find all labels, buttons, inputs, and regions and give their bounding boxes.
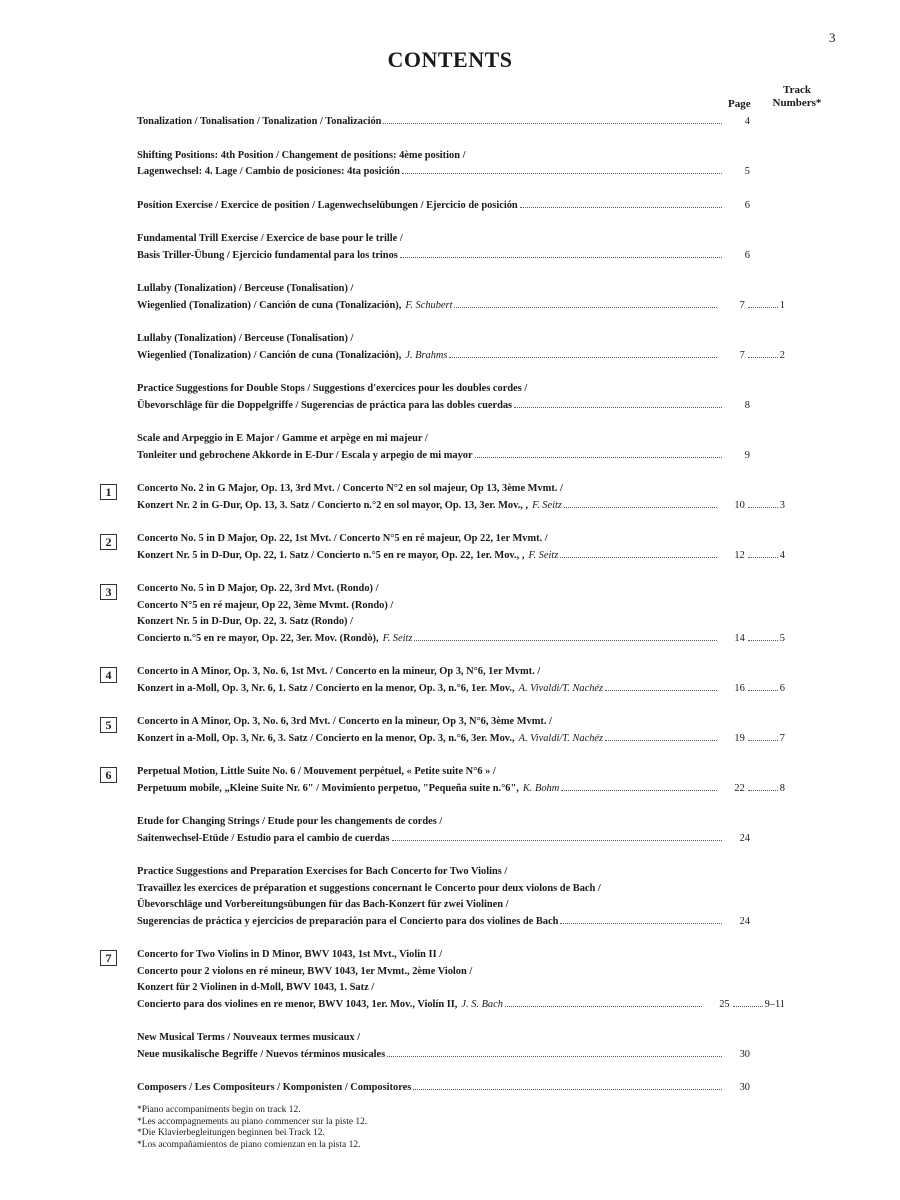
entry-line	[137, 999, 785, 1016]
entry-track-number: 9–11	[764, 998, 785, 1010]
contents-entry	[0, 716, 900, 749]
track-header-line-1: Track	[783, 84, 811, 96]
contents-entry	[0, 666, 900, 699]
entry-page-number: 24	[739, 832, 750, 844]
entry-title-text: Übevorschläge und Vorbereitungsübungen für das Bach-Konzert für zwei Violinen /	[137, 899, 509, 910]
contents-entry	[0, 200, 900, 217]
dot-leader	[561, 790, 717, 791]
entry-line	[137, 783, 785, 800]
entry-title-text: Etude for Changing Strings / Etude pour les changements de cordes /	[137, 816, 443, 827]
entry-title-text: Concerto in A Minor, Op. 3, No. 6, 1st Mvt. / Concerto en la mineur, Op 3, N°6, 1er Mvmt. /	[137, 666, 541, 677]
entry-line	[137, 333, 785, 350]
entry-line	[137, 550, 785, 567]
entry-line	[137, 866, 785, 883]
contents-entry	[0, 1082, 900, 1099]
entry-line	[137, 450, 785, 467]
entry-track-number: 7	[779, 732, 785, 744]
entry-page-number: 9	[744, 449, 750, 461]
contents-list	[0, 116, 900, 1116]
cd-track-box: 3	[100, 584, 117, 600]
entry-composer: J. S. Bach	[461, 998, 503, 1010]
entry-title-text: Wiegenlied (Tonalization) / Canción de cuna (Tonalización),	[137, 299, 402, 311]
entry-composer: K. Bohm	[522, 782, 560, 794]
entry-line	[137, 483, 785, 500]
entry-page-number: 6	[744, 199, 750, 211]
entry-page-number: 24	[739, 915, 750, 927]
cd-track-box: 7	[100, 950, 117, 966]
entry-line	[137, 616, 785, 633]
entry-page-number: 8	[744, 399, 750, 411]
entry-page-number: 5	[744, 166, 750, 177]
entry-line	[137, 833, 785, 850]
entry-line	[137, 533, 785, 550]
entry-line	[137, 1049, 785, 1066]
entry-title-text: Konzert in a-Moll, Op. 3, Nr. 6, 1. Satz / Concierto en la menor, Op. 3, n.°6, 1er. Mov.,	[137, 682, 515, 694]
footnote-line: *Piano accompaniments begin on track 12.	[137, 1105, 301, 1115]
entry-line	[137, 233, 785, 250]
entry-title-text: Konzert für 2 Violinen in d-Moll, BWV 1043, 1. Satz /	[137, 982, 375, 993]
entry-title-text: Basis Triller-Übung / Ejercicio fundamental para los trinos	[137, 249, 398, 261]
contents-entry	[0, 1032, 900, 1065]
dot-leader	[514, 407, 722, 408]
entry-line	[137, 300, 785, 317]
dot-leader	[560, 923, 722, 924]
track-dot-leader	[748, 357, 778, 358]
track-dot-leader	[748, 740, 778, 741]
dot-leader	[387, 1056, 722, 1057]
entry-line	[137, 500, 785, 517]
dot-leader	[475, 457, 722, 458]
entry-composer: F. Seitz	[528, 549, 559, 561]
contents-entry	[0, 866, 900, 932]
contents-entry	[0, 583, 900, 649]
entry-line	[137, 733, 785, 750]
track-dot-leader	[748, 507, 778, 508]
entry-title-text: Konzert Nr. 5 in D-Dur, Op. 22, 1. Satz / Concierto n.°5 en re mayor, Op. 22, 1er. Mov., ,	[137, 549, 525, 561]
entry-page-number: 10	[734, 499, 745, 511]
entry-line	[137, 982, 785, 999]
entry-page-number: 30	[739, 1082, 750, 1093]
entry-line	[137, 916, 785, 933]
contents-entry	[0, 333, 900, 366]
entry-page-number: 22	[734, 782, 745, 794]
entry-line	[137, 383, 785, 400]
entry-track-number: 8	[779, 782, 785, 794]
entry-title-text: Tonalization / Tonalisation / Tonalization / Tonalización	[137, 116, 382, 127]
entry-title-text: Concerto for Two Violins in D Minor, BWV 1043, 1st Mvt., Violin II /	[137, 949, 443, 960]
entry-title-text: Übevorschläge für die Doppelgriffe / Sugerencias de práctica para las dobles cuerdas	[137, 399, 513, 411]
track-dot-leader	[748, 307, 778, 308]
entry-track-number: 4	[779, 549, 785, 561]
track-dot-leader	[748, 790, 778, 791]
contents-entry	[0, 433, 900, 466]
entry-title-text: Perpetual Motion, Little Suite No. 6 / Mouvement perpétuel, « Petite suite N°6 » /	[137, 766, 496, 777]
entry-track-number: 1	[779, 299, 785, 311]
dot-leader	[413, 1089, 722, 1090]
entry-line	[137, 600, 785, 617]
entry-line	[137, 966, 785, 983]
entry-title-text: Sugerencias de práctica y ejercicios de preparación para el Concierto para dos violines de Bach	[137, 915, 559, 927]
entry-line	[137, 666, 785, 683]
entry-track-number: 6	[779, 682, 785, 694]
entry-composer: F. Seitz	[532, 499, 562, 511]
entry-title-text: Konzert in a-Moll, Op. 3, Nr. 6, 3. Satz / Concierto en la menor, Op. 3, n.°6, 3er. Mov.,	[137, 732, 515, 744]
entry-title-text: Tonleiter und gebrochene Akkorde in E-Dur / Escala y arpegio de mi mayor	[137, 449, 473, 461]
footnote-line: *Die Klavierbegleitungen beginnen bei Track 12.	[137, 1128, 325, 1138]
cd-track-box: 5	[100, 717, 117, 733]
dot-leader	[560, 557, 717, 558]
dot-leader	[605, 690, 717, 691]
entry-title-text: Lullaby (Tonalization) / Berceuse (Tonalisation) /	[137, 333, 354, 344]
entry-page-number: 7	[739, 349, 745, 361]
contents-entry	[0, 766, 900, 799]
entry-page-number: 7	[739, 299, 745, 311]
dot-leader	[383, 123, 722, 124]
track-dot-leader	[748, 557, 778, 558]
entry-line	[137, 766, 785, 783]
entry-line	[137, 200, 785, 217]
entry-page-number: 14	[734, 632, 745, 644]
entry-title-text: Concerto No. 5 in D Major, Op. 22, 1st Mvt. / Concerto N°5 en ré majeur, Op 22, 1er Mvmt. /	[137, 533, 548, 544]
entry-title-text: Shifting Positions: 4th Position / Changement de positions: 4ème position /	[137, 149, 466, 161]
track-column-header	[766, 84, 828, 110]
dot-leader	[414, 640, 716, 641]
entry-line	[137, 116, 785, 133]
entry-page-number: 25	[719, 998, 730, 1010]
entry-page-number: 4	[744, 116, 750, 127]
dot-leader	[402, 173, 722, 174]
entry-title-text: Concerto No. 5 in D Major, Op. 22, 3rd Mvt. (Rondo) /	[137, 583, 379, 594]
entry-title-text: Concerto pour 2 violons en ré mineur, BWV 1043, 1er Mvmt., 2ème Violon /	[137, 965, 473, 977]
contents-entry	[0, 483, 900, 516]
entry-title-text: Fundamental Trill Exercise / Exercice de base pour le trille /	[137, 233, 403, 244]
entry-title-text: Concerto N°5 en ré majeur, Op 22, 3ème Mvmt. (Rondo) /	[137, 599, 394, 611]
footnote-line: *Los acompañamientos de piano comienzan en la pista 12.	[137, 1139, 361, 1150]
entry-title-text: Practice Suggestions and Preparation Exercises for Bach Concerto for Two Violins /	[137, 866, 508, 877]
cd-track-box: 4	[100, 667, 117, 683]
entry-title-text: Wiegenlied (Tonalization) / Canción de cuna (Tonalización),	[137, 349, 402, 361]
entry-title-text: Saitenwechsel-Etüde / Estudio para el cambio de cuerdas	[137, 832, 390, 844]
entry-title-text: Practice Suggestions for Double Stops / Suggestions d'exercices pour les doubles cordes /	[137, 383, 528, 394]
entry-page-number: 16	[734, 682, 745, 694]
cd-track-box: 2	[100, 534, 117, 550]
entry-composer: F. Seitz	[382, 632, 413, 644]
entry-composer: J. Brahms	[405, 349, 448, 361]
entry-line	[137, 150, 785, 167]
entry-title-text: Composers / Les Compositeurs / Komponisten / Compositores	[137, 1082, 412, 1093]
track-header-line-2: Numbers*	[772, 97, 822, 109]
dot-leader	[392, 840, 722, 841]
entry-track-number: 3	[779, 499, 785, 511]
entry-line	[137, 283, 785, 300]
entry-composer: A. Vivaldi/T. Nachéz	[518, 682, 604, 694]
contents-entry	[0, 283, 900, 316]
entry-line	[137, 816, 785, 833]
entry-title-text: Scale and Arpeggio in E Major / Gamme et arpège en mi majeur /	[137, 433, 428, 444]
entry-line	[137, 583, 785, 600]
entry-page-number: 30	[739, 1048, 750, 1060]
dot-leader	[449, 357, 716, 358]
entry-title-text: Lagenwechsel: 4. Lage / Cambio de posiciones: 4ta posición	[137, 166, 400, 177]
contents-entry	[0, 150, 900, 183]
entry-title-text: Concerto No. 2 in G Major, Op. 13, 3rd Mvt. / Concerto N°2 en sol majeur, Op 13, 3ème Mvmt. /	[137, 483, 563, 494]
entry-title-text: Perpetuum mobile, „Kleine Suite Nr. 6" / Movimiento perpetuo, "Pequeña suite n.°6",	[137, 782, 519, 794]
entry-title-text: Position Exercise / Exercice de position / Lagenwechselübungen / Ejercicio de posición	[137, 199, 518, 211]
contents-entry	[0, 233, 900, 266]
entry-composer: A. Vivaldi/T. Nachéz	[518, 732, 604, 744]
entry-title-text: Concerto in A Minor, Op. 3, No. 6, 3rd Mvt. / Concerto en la mineur, Op 3, N°6, 3ème Mvmt. /	[137, 716, 552, 727]
entry-line	[137, 683, 785, 700]
page-number: 3	[829, 30, 836, 45]
entry-title-text: Concierto para dos violines en re menor, BWV 1043, 1er. Mov., Violín II,	[137, 998, 458, 1010]
entry-track-number: 2	[779, 349, 785, 361]
track-dot-leader	[748, 640, 778, 641]
entry-line	[137, 1032, 785, 1049]
footnote-block	[137, 1105, 367, 1151]
contents-entry	[0, 816, 900, 849]
entry-composer: F. Schubert	[405, 299, 453, 311]
dot-leader	[520, 207, 722, 208]
dot-leader	[400, 257, 722, 258]
track-dot-leader	[748, 690, 778, 691]
entry-title-text: Lullaby (Tonalization) / Berceuse (Tonalisation) /	[137, 283, 354, 294]
entry-line	[137, 350, 785, 367]
entry-line	[137, 883, 785, 900]
dot-leader	[564, 507, 717, 508]
entry-track-number: 5	[779, 632, 785, 644]
contents-entry	[0, 533, 900, 566]
page-column-header: Page	[728, 98, 751, 110]
entry-title-text: Konzert Nr. 5 in D-Dur, Op. 22, 3. Satz (Rondo) /	[137, 616, 353, 627]
entry-line	[137, 1082, 785, 1099]
entry-page-number: 19	[734, 732, 745, 744]
contents-entry	[0, 383, 900, 416]
cd-track-box: 1	[100, 484, 117, 500]
dot-leader	[454, 307, 716, 308]
contents-entry	[0, 116, 900, 133]
entry-line	[137, 949, 785, 966]
dot-leader	[605, 740, 717, 741]
entry-line	[137, 716, 785, 733]
contents-entry	[0, 949, 900, 1015]
track-dot-leader	[733, 1006, 763, 1007]
entry-title-text: Concierto n.°5 en re mayor, Op. 22, 3er. Mov. (Rondò),	[137, 632, 379, 644]
entry-title-text: Konzert Nr. 2 in G-Dur, Op. 13, 3. Satz / Concierto n.°2 en sol mayor, Op. 13, 3er. Mov., ,	[137, 499, 529, 511]
footnote-line: *Les accompagnements au piano commencer sur la piste 12.	[137, 1116, 368, 1127]
page-title: CONTENTS	[387, 47, 513, 72]
entry-line	[137, 433, 785, 450]
entry-title-text: Travaillez les exercices de préparation et suggestions concernant le Concerto pour deux violons de Bach /	[137, 882, 601, 894]
entry-page-number: 12	[734, 549, 745, 561]
entry-line	[137, 400, 785, 417]
entry-line	[137, 899, 785, 916]
entry-title-text: Neue musikalische Begriffe / Nuevos términos musicales	[137, 1048, 386, 1060]
cd-track-box: 6	[100, 767, 117, 783]
dot-leader	[505, 1006, 702, 1007]
entry-line	[137, 250, 785, 267]
entry-title-text: New Musical Terms / Nouveaux termes musicaux /	[137, 1032, 361, 1043]
entry-line	[137, 633, 785, 650]
entry-line	[137, 166, 785, 183]
entry-page-number: 6	[744, 249, 750, 261]
